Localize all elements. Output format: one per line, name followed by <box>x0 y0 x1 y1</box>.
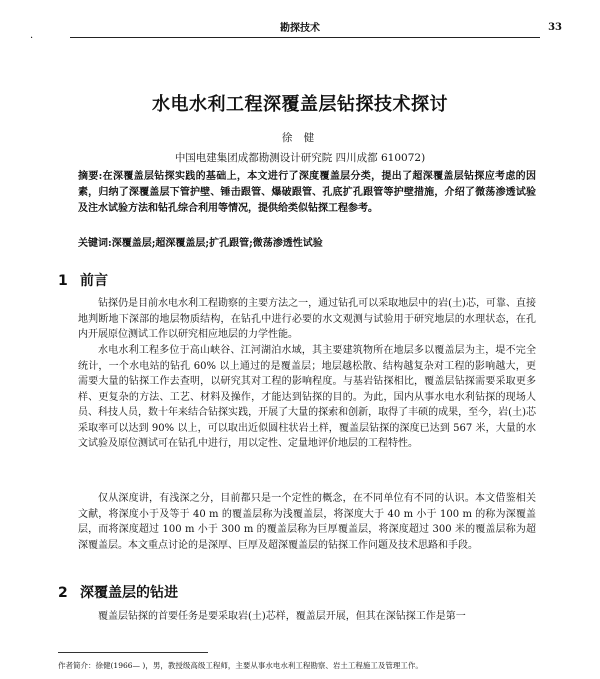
section-title: 深覆盖层的钻进 <box>80 585 178 601</box>
paragraph: 仅从深度讲，有浅深之分，目前都只是一个定性的概念，在不同单位有不同的认识。本文借鉴相关文献，将深度小于及等于 40 m 的覆盖层称为浅覆盖层，将深度大于 40 m 小于 100 m 的称为深覆盖层，而将深度超过 100 m 小于 300 m 的覆盖层称为巨厚覆盖层，将深度超过 300 米的覆盖层称为超深覆盖层。本文重点讨论的是深厚、巨厚及超深覆盖层的钻探工作问题及技术思路和手段。 <box>78 493 536 551</box>
keywords <box>78 236 536 252</box>
header-mark: · <box>30 33 34 44</box>
abstract <box>78 169 536 217</box>
paragraph: 钻探仍是目前水电水利工程勘察的主要方法之一，通过钻孔可以采取地层中的岩(土)芯，可靠、直接地判断地下深部的地层物质结构，在钻孔中进行必要的水文观测与试验用于研究地层的水理状态，在孔内开展原位测试工作以研究相应地层的力学性能。 <box>78 298 536 340</box>
affiliation: 中国电建集团成都勘测设计研究院 四川成都 610072) <box>174 152 426 164</box>
abstract-label: 摘要: <box>78 171 103 182</box>
footnote: 作者简介：徐健(1966— )，男，教授级高级工程师，主要从事水电水利工程勘察、岩土工程施工及管理工作。 <box>58 661 423 670</box>
abstract-text: 在深覆盖层钻探实践的基础上，本文进行了深度覆盖层分类，提出了超深覆盖层钻探应考虑的因素，归纳了深覆盖层下管护壁、锤击跟管、爆破跟管、孔底扩孔跟管等护壁措施，介绍了微荡渗透试验及注水试验方法和钻孔综合利用等情况，提供给类似钻探工程参考。 <box>78 171 536 214</box>
paragraph: 覆盖层钻探的首要任务是要采取岩(土)芯样，覆盖层开展，但其在深钻探工作是第一 <box>98 611 466 622</box>
section-number: 1 <box>58 273 68 289</box>
running-header: 勘探技术 <box>280 23 320 34</box>
page-number: 33 <box>548 22 562 33</box>
keywords-label: 关键词: <box>78 238 112 249</box>
author: 徐 健 <box>281 132 319 144</box>
section-heading-1 <box>58 270 108 290</box>
paragraph: 水电水利工程多位于高山峡谷、江河湖泊水域，其主要建筑物所在地层多以覆盖层为主，堤不完全统计，一个水电站的钻孔 60% 以上通过的是覆盖层；地层越松散、结构越复杂对工程的影响越大，更需要大量的钻探工作去查明，以研究其对工程的影响程度。与基岩钻探相比，覆盖层钻探需要采取更多样、更复杂的方法、工艺、材料及操作，才能达到钻探的目的。为此，国内从事水电水利钻探的现场人员、科技人员，数十年来结合钻探实践，开展了大量的探索和创新，取得了丰硕的成果，至今，岩(土)芯采取率可以达到 90% 以上，可以取出近似圆柱状岩土样，覆盖层钻探的深度已达到 567 米，大量的水文试验及原位测试可在钻孔中进行，用以定性、定量地评价地层的工程特性。 <box>78 345 536 449</box>
keywords-text: 深覆盖层;超深覆盖层;扩孔跟管;微荡渗透性试验 <box>111 238 323 249</box>
section-number: 2 <box>58 585 68 601</box>
article-title: 水电水利工程深覆盖层钻探技术探讨 <box>152 94 448 115</box>
section-title: 前言 <box>80 273 108 289</box>
footnote-rule <box>58 652 208 653</box>
section-heading-2 <box>58 582 178 602</box>
header-rule <box>70 37 540 38</box>
